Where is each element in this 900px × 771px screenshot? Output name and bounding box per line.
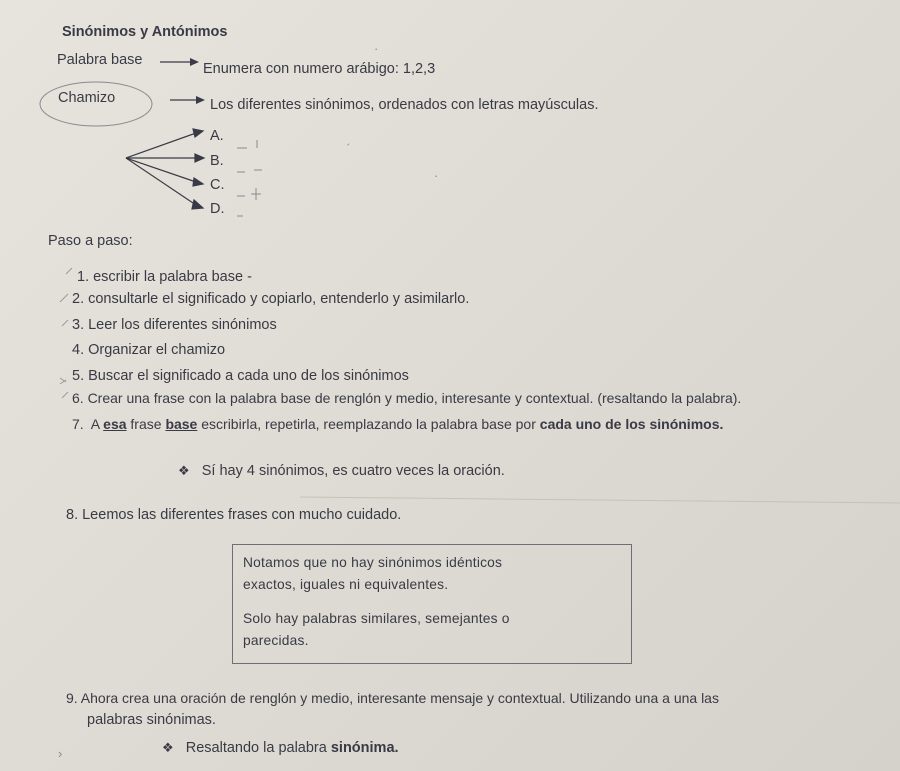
step-7-bold: cada uno de los sinónimos. xyxy=(539,416,724,432)
step-1: 1. escribir la palabra base - xyxy=(77,269,252,285)
enumera-text: Enumera con numero arábigo: 1,2,3 xyxy=(203,61,436,77)
step-9-line-1: 9. Ahora crea una oración de renglón y medio, interesante mensaje y contextual. Utilizando una a una las xyxy=(66,690,719,706)
diamond-bullet-icon: ❖ xyxy=(178,463,190,478)
pen-mark: › xyxy=(58,746,63,761)
bullet-2-text: Resaltando la palabra xyxy=(185,740,327,756)
step-7-p5: escribirla, repetirla, reemplazando la palabra base por xyxy=(201,416,536,432)
step-2: 2. consultarle el significado y copiarlo, entenderlo y asimilarlo. xyxy=(72,291,470,307)
letter-b: B. xyxy=(210,153,224,169)
step-7-base: base xyxy=(165,416,198,432)
box-line-2: exactos, iguales ni equivalentes. xyxy=(243,577,449,592)
note-box xyxy=(232,544,632,664)
step-7-num: 7. xyxy=(72,416,84,432)
paso-title: Paso a paso: xyxy=(48,233,133,249)
letter-connectors xyxy=(126,129,204,209)
pen-mark: · xyxy=(434,168,439,183)
sinonimos-text: Los diferentes sinónimos, ordenados con letras mayúsculas. xyxy=(210,97,599,113)
step-7-p1: A xyxy=(90,416,100,432)
bullet-1 xyxy=(178,463,505,479)
step-4: 4. Organizar el chamizo xyxy=(72,342,226,358)
pen-mark: · xyxy=(374,41,379,56)
step-7 xyxy=(72,416,723,432)
step-7-p3: frase xyxy=(130,416,162,432)
letter-a: A. xyxy=(210,128,224,144)
box-line-4: parecidas. xyxy=(243,633,309,648)
bullet-2 xyxy=(162,740,399,756)
palabra-base-label: Palabra base xyxy=(57,52,143,68)
box-line-1: Notamos que no hay sinónimos idénticos xyxy=(243,555,503,570)
pen-mark: ˊ xyxy=(346,141,351,156)
step-6: 6. Crear una frase con la palabra base de renglón y medio, interesante y contextual. (resaltando la palabra). xyxy=(72,390,742,406)
step-8: 8. Leemos las diferentes frases con mucho cuidado. xyxy=(66,507,402,523)
step-3: 3. Leer los diferentes sinónimos xyxy=(72,317,277,333)
letter-d: D. xyxy=(210,201,225,217)
chamizo-label: Chamizo xyxy=(58,90,116,106)
step-5: 5. Buscar el significado a cada uno de los sinónimos xyxy=(72,368,409,384)
diamond-bullet-icon: ❖ xyxy=(162,740,174,755)
letter-c: C. xyxy=(210,177,225,193)
bullet-2-bold: sinónima. xyxy=(330,740,399,756)
bullet-1-text: Sí hay 4 sinónimos, es cuatro veces la oración. xyxy=(201,463,505,479)
step-9-line-2: palabras sinónimas. xyxy=(87,712,216,728)
box-line-3: Solo hay palabras similares, semejantes o xyxy=(243,611,510,626)
document-title: Sinónimos y Antónimos xyxy=(62,24,228,40)
step-7-esa: esa xyxy=(103,416,127,432)
